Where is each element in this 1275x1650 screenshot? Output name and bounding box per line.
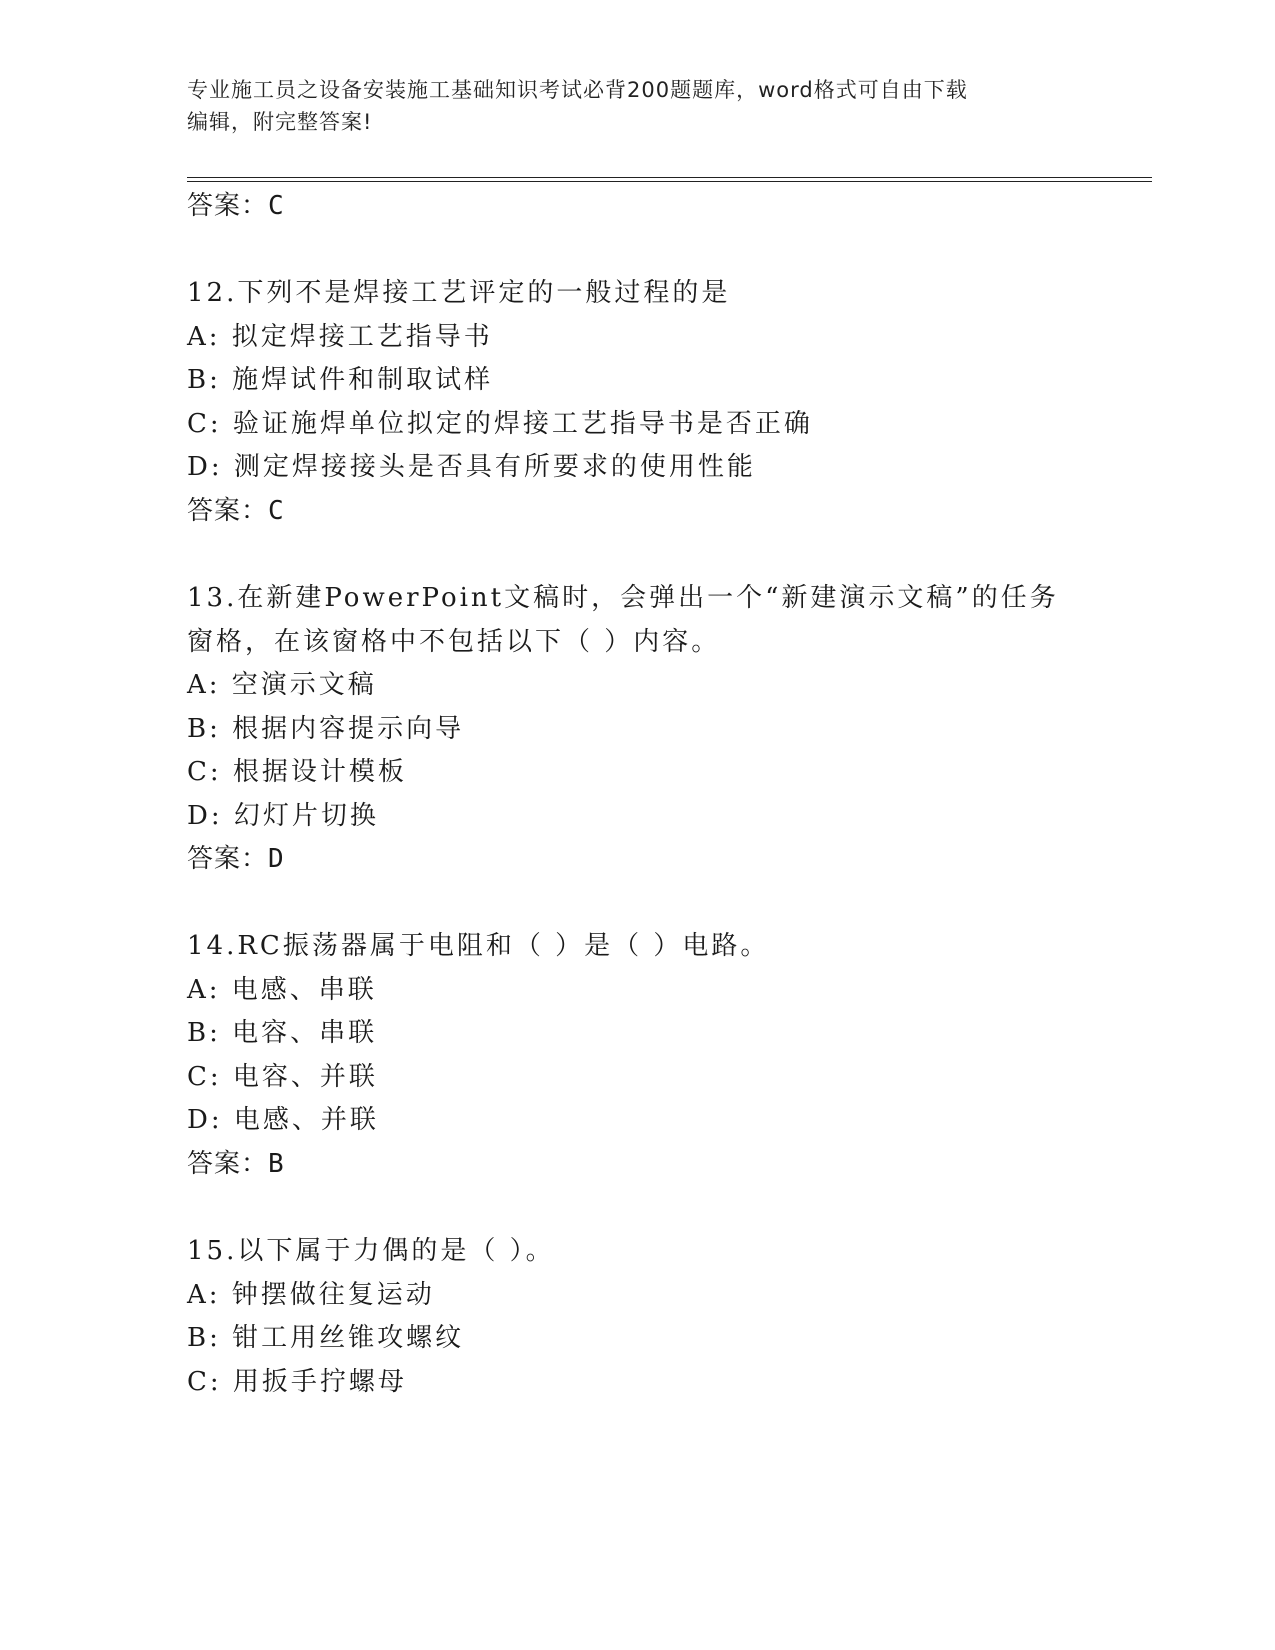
header-line-1: 专业施工员之设备安装施工基础知识考试必背200题题库，word格式可自由下载 xyxy=(187,78,968,102)
answer-value: B xyxy=(268,1149,285,1179)
option-b: B: 施焊试件和制取试样 xyxy=(187,365,494,395)
option-c: C: 电容、并联 xyxy=(187,1062,378,1092)
answer-label: 答案： xyxy=(187,844,269,874)
answer-label: 答案： xyxy=(187,1149,269,1179)
answer-label: 答案： xyxy=(187,496,269,526)
header-divider-thin xyxy=(187,177,1152,178)
option-a: A: 钟摆做往复运动 xyxy=(187,1280,435,1310)
document-header xyxy=(187,74,1067,138)
option-a: A: 拟定焊接工艺指导书 xyxy=(187,322,493,352)
answer-value: D xyxy=(268,844,285,874)
question-stem: 14.RC振荡器属于电阻和（ ）是（ ）电路。 xyxy=(187,931,770,961)
question-stem: 15.以下属于力偶的是（ ）。 xyxy=(187,1236,555,1266)
option-b: B: 根据内容提示向导 xyxy=(187,714,465,744)
option-b: B: 电容、串联 xyxy=(187,1018,378,1048)
answer-label: 答案： xyxy=(187,191,269,221)
header-divider-thick xyxy=(187,181,1152,182)
header-line-2: 编辑，附完整答案! xyxy=(187,110,373,134)
answer-line xyxy=(187,490,285,527)
question-stem-continued: 窗格，在该窗格中不包括以下（ ）内容。 xyxy=(187,627,721,657)
option-b: B: 钳工用丝锥攻螺纹 xyxy=(187,1323,465,1353)
question-stem: 13.在新建PowerPoint文稿时，会弹出一个“新建演示文稿”的任务 xyxy=(187,583,1059,613)
option-d: D: 电感、并联 xyxy=(187,1105,379,1135)
answer-value: C xyxy=(268,496,285,526)
option-a: A: 空演示文稿 xyxy=(187,670,377,700)
answer-value: C xyxy=(268,191,285,221)
answer-line xyxy=(187,838,285,875)
answer-line xyxy=(187,1143,285,1180)
option-c: C: 用扳手拧螺母 xyxy=(187,1367,407,1397)
option-d: D: 幻灯片切换 xyxy=(187,801,379,831)
option-a: A: 电感、串联 xyxy=(187,975,377,1005)
option-d: D: 测定焊接接头是否具有所要求的使用性能 xyxy=(187,452,756,482)
option-c: C: 验证施焊单位拟定的焊接工艺指导书是否正确 xyxy=(187,409,813,439)
option-c: C: 根据设计模板 xyxy=(187,757,407,787)
answer-line xyxy=(187,185,285,222)
question-stem: 12.下列不是焊接工艺评定的一般过程的是 xyxy=(187,278,731,308)
